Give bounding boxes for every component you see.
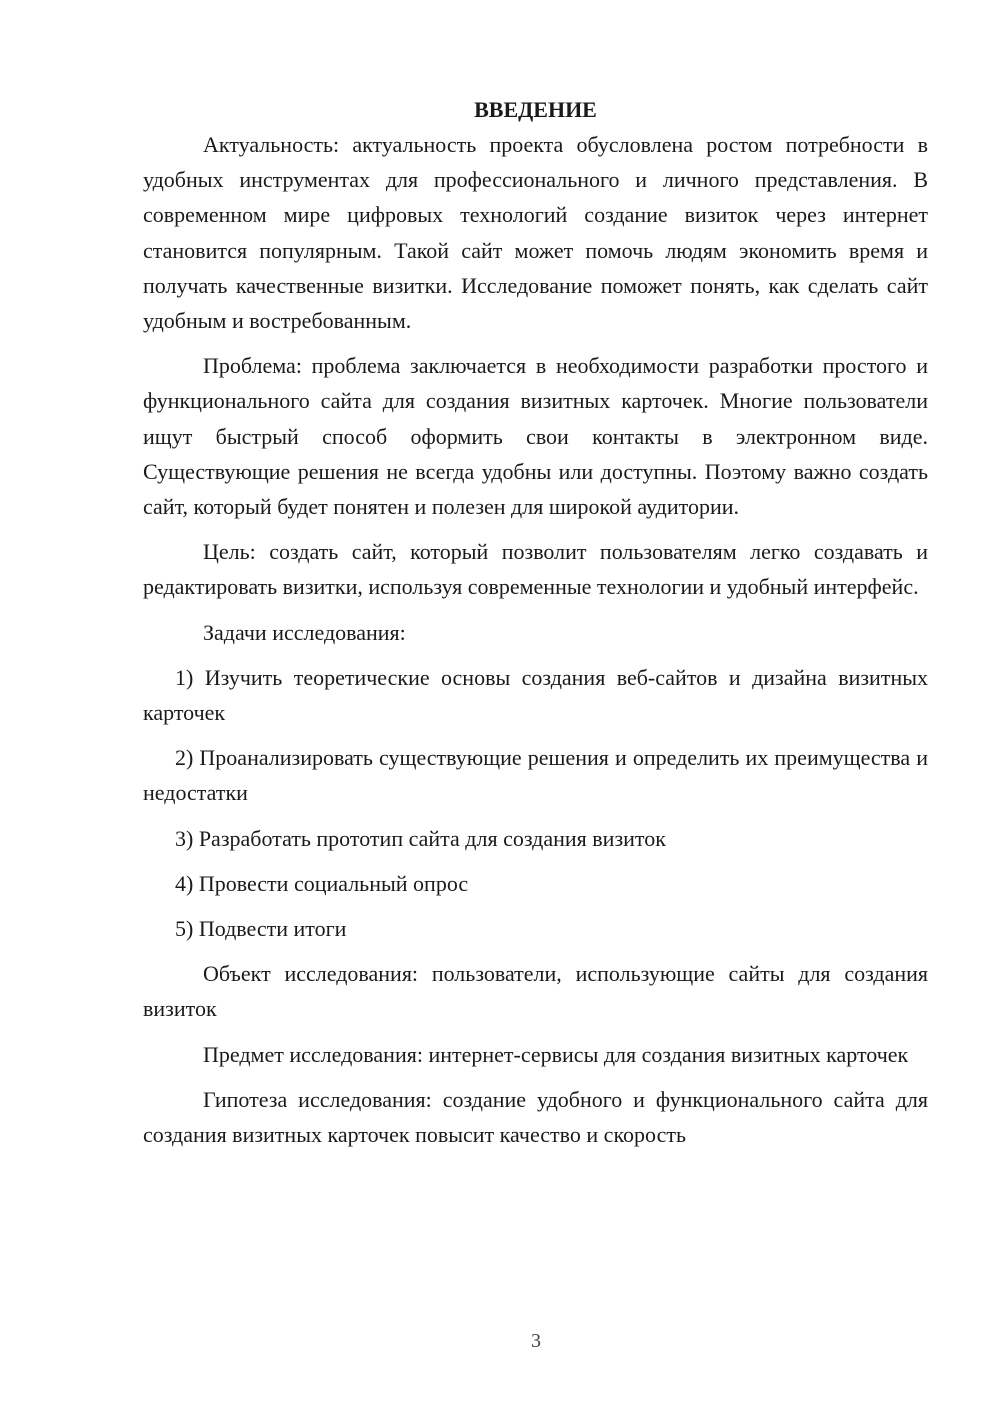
task-item-1: 1) Изучить теоретические основы создания веб-сайтов и дизайна визитных карточек [143, 664, 928, 726]
task-item-4: 4) Провести социальный опрос [175, 870, 469, 896]
task-item-2: 2) Проанализировать существующие решения и определить их преимущества и недостатки [143, 745, 928, 806]
section-title: ВВЕДЕНИЕ [474, 97, 597, 122]
page-number: 3 [531, 1330, 541, 1352]
paragraph-subject: Предмет исследования: интернет-сервисы для создания визитных карточек [203, 1041, 909, 1067]
task-item-3: 3) Разработать прототип сайта для создания визиток [175, 825, 666, 851]
page-content [143, 92, 928, 1152]
paragraph-tasks-heading: Задачи исследования: [203, 619, 406, 645]
paragraph-problem: Проблема: проблема заключается в необходимости разработки простого и функционального сайта для создания визитных карточек. Многие пользователи ищут быстрый способ оформить свои контакты в электронном виде. Существующие решения не всегда удобны или доступны. Поэтому важно создать сайт, который будет понятен и полезен для широкой аудитории. [143, 353, 928, 520]
paragraph-object: Объект исследования: пользователи, использующие сайты для создания визиток [143, 961, 928, 1022]
paragraph-goal: Цель: создать сайт, который позволит пользователям легко создавать и редактировать визитки, используя современные технологии и удобный интерфейс. [143, 539, 928, 600]
task-item-5: 5) Подвести итоги [175, 916, 347, 942]
paragraph-relevance: Актуальность: актуальность проекта обусловлена ростом потребности в удобных инструментах для профессионального и личного представления. В современном мире цифровых технологий создание визиток через интернет становится популярным. Такой сайт может помочь людям экономить время и получать качественные визитки. Исследование поможет понять, как сделать сайт удобным и востребованным. [143, 132, 928, 334]
paragraph-hypothesis: Гипотеза исследования: создание удобного и функционального сайта для создания визитных карточек повысит качество и скорость [143, 1086, 928, 1148]
